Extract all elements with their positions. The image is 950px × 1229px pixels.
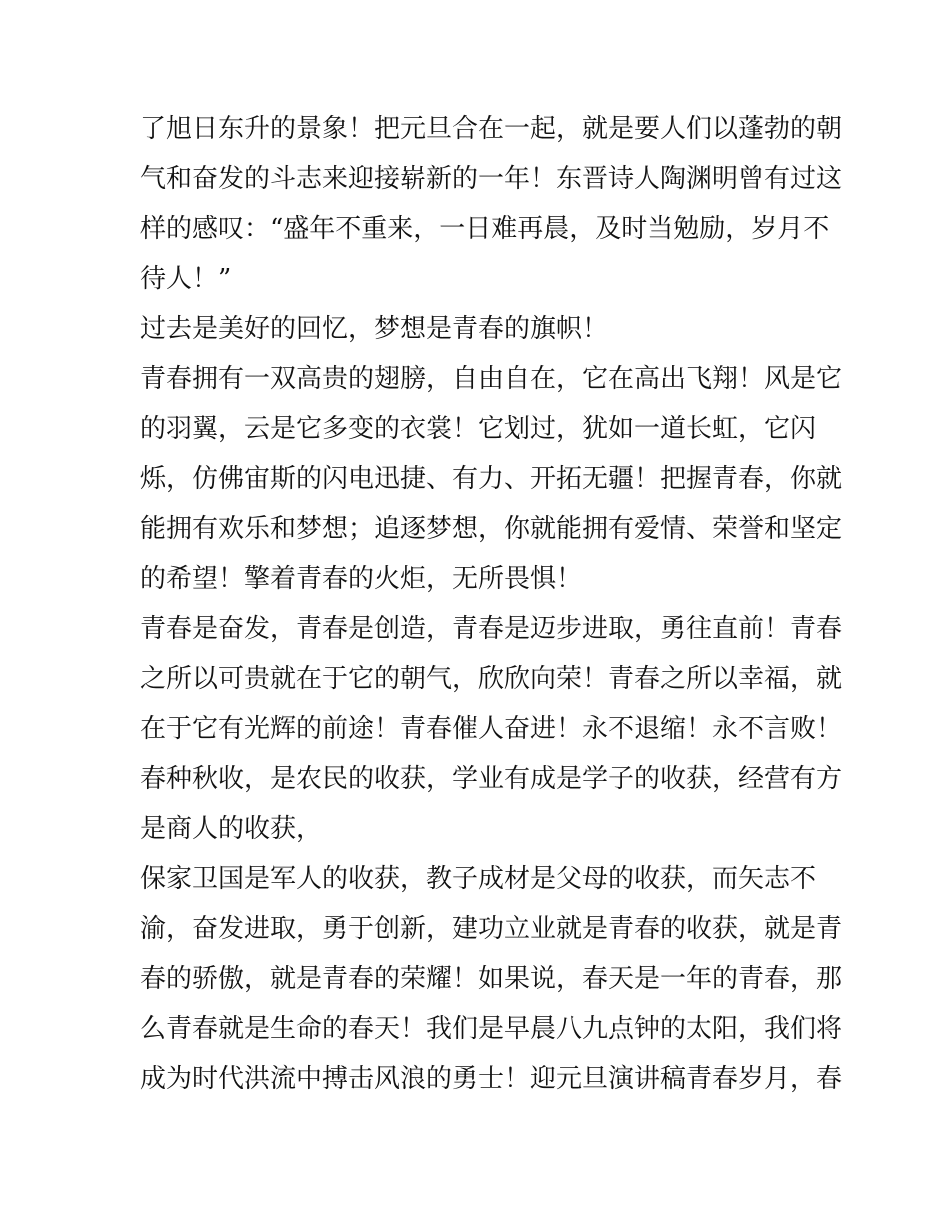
text-line: 能拥有欢乐和梦想；追逐梦想，你就能拥有爱情、荣誉和坚定: [140, 514, 843, 544]
text-line: 是商人的收获，: [140, 814, 323, 844]
text-line: 么青春就是生命的春天！我们是早晨八九点钟的太阳，我们将: [140, 1014, 843, 1044]
text-line: 青春拥有一双高贵的翅膀，自由自在，它在高出飞翔！风是它: [140, 364, 843, 394]
text-line: 渝，奋发进取，勇于创新，建功立业就是青春的收获，就是青: [140, 914, 843, 944]
text-line: 气和奋发的斗志来迎接崭新的一年！东晋诗人陶渊明曾有过这: [140, 164, 843, 194]
text-line: 的羽翼，云是它多变的衣裳！它划过，犹如一道长虹，它闪: [140, 414, 817, 444]
text-line: 待人！”: [140, 264, 232, 294]
text-line: 了旭日东升的景象！把元旦合在一起，就是要人们以蓬勃的朝: [140, 114, 843, 144]
text-line: 过去是美好的回忆，梦想是青春的旗帜！: [140, 314, 609, 344]
text-line: 烁，仿佛宙斯的闪电迅捷、有力、开拓无疆！把握青春，你就: [140, 464, 843, 494]
text-line: 青春是奋发，青春是创造，青春是迈步进取，勇往直前！青春: [140, 614, 843, 644]
text-line: 的希望！擎着青春的火炬，无所畏惧！: [140, 564, 583, 594]
text-line: 春的骄傲，就是青春的荣耀！如果说，春天是一年的青春，那: [140, 964, 843, 994]
document-body: [140, 104, 843, 1104]
text-line: 春种秋收，是农民的收获，学业有成是学子的收获，经营有方: [140, 764, 843, 794]
text-line: 成为时代洪流中搏击风浪的勇士！迎元旦演讲稿青春岁月，春: [140, 1064, 843, 1094]
text-line: 在于它有光辉的前途！青春催人奋进！永不退缩！永不言败！: [140, 714, 843, 744]
text-line: 样的感叹：“盛年不重来，一日难再晨，及时当勉励，岁月不: [140, 214, 830, 244]
text-line: 之所以可贵就在于它的朝气，欣欣向荣！青春之所以幸福，就: [140, 664, 843, 694]
text-line: 保家卫国是军人的收获，教子成材是父母的收获，而矢志不: [140, 864, 817, 894]
